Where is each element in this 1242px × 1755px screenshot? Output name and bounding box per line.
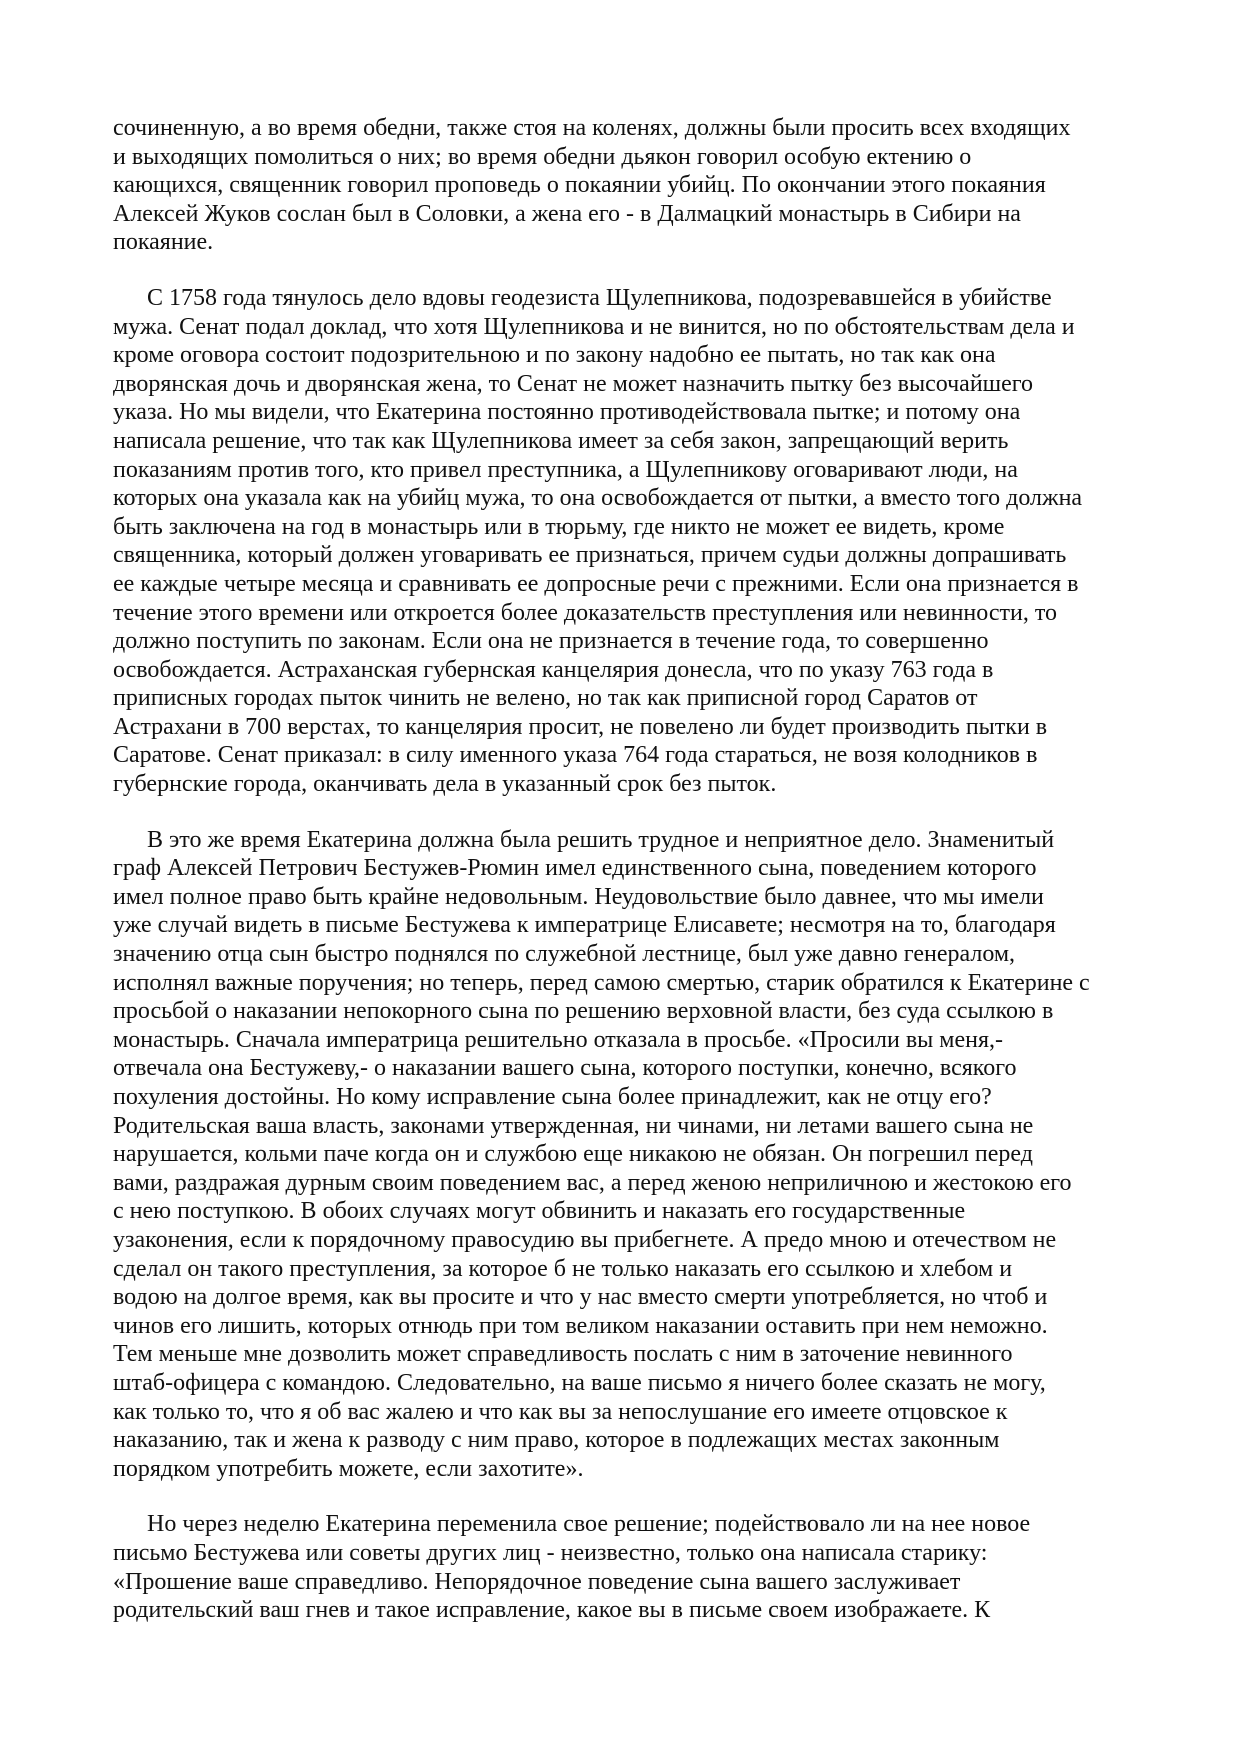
text-line: освобождается. Астраханская губернская канцелярия донесла, что по указу 763 года в — [113, 656, 994, 683]
text-line: с нею поступкою. В обоих случаях могут обвинить и наказать его государственные — [113, 1198, 966, 1225]
document-text — [113, 114, 1143, 1652]
text-line: Алексей Жуков сослан был в Соловки, а жена его - в Далмацкий монастырь в Сибири на — [113, 200, 1021, 227]
text-line: граф Алексей Петрович Бестужев-Рюмин имел единственного сына, поведением которого — [113, 855, 1037, 882]
text-line: сочиненную, а во время обедни, также стоя на коленях, должны были просить всех входящих — [113, 115, 1071, 141]
text-line: узаконения, если к порядочному правосудию вы прибегнете. А предо мною и отечеством не — [113, 1226, 1057, 1253]
text-line: С 1758 года тянулось дело вдовы геодезиста Щулепникова, подозревавшейся в убийстве — [147, 284, 1052, 311]
text-line: имел полное право быть крайне недовольным. Неудовольствие было давнее, что мы имели — [113, 883, 1044, 910]
text-line: быть заключена на год в монастырь или в тюрьму, где никто не может ее видеть, кроме — [113, 513, 1005, 540]
text-line: похуления достойны. Но кому исправление сына более принадлежит, как не отцу его? — [113, 1084, 992, 1110]
text-line: родительский ваш гнев и такое исправление, какое вы в письме своем изображаете. К — [113, 1597, 991, 1624]
text-line: кающихся, священник говорил проповедь о покаянии убийц. По окончании этого покаяния — [113, 172, 1046, 199]
text-line: просьбой о наказании непокорного сына по решению верховной власти, без суда ссылкою в — [113, 998, 1054, 1025]
text-line: вами, раздражая дурным своим поведением вас, а перед женою неприличною и жестокою его — [113, 1169, 1072, 1196]
text-line: указа. Но мы видели, что Екатерина постоянно противодействовала пытке; и потому она — [113, 399, 1021, 426]
text-line: сделал он такого преступления, за которое б не только наказать его ссылкою и хлебом и — [113, 1255, 1013, 1282]
text-line: отвечала она Бестужеву,- о наказании вашего сына, которого поступки, конечно, всякого — [113, 1055, 1017, 1082]
text-line: Тем меньше мне дозволить может справедливость послать с ним в заточение невинного — [113, 1341, 1013, 1368]
paragraph-4 — [113, 1510, 1143, 1624]
text-line: священника, который должен уговаривать ее признаться, причем судьи должны допрашивать — [113, 542, 1067, 569]
text-line: как только то, что я об вас жалею и что как вы за непослушание его имеете отцовское к — [113, 1398, 1008, 1425]
text-line: мужа. Сенат подал доклад, что хотя Щулепникова и не винится, но по обстоятельствам дела и — [113, 313, 1075, 340]
paragraph-1 — [113, 114, 1143, 257]
text-line: монастырь. Сначала императрица решительно отказала в просьбе. «Просили вы меня,- — [113, 1026, 1003, 1053]
text-line: и выходящих помолиться о них; во время обедни дьякон говорил особую ектению о — [113, 143, 972, 170]
text-line: водою на долгое время, как вы просите и что у нас вместо смерти употребляется, но чтоб и — [113, 1284, 1048, 1311]
text-line: исполнял важные поручения; но теперь, перед самою смертью, старик обратился к Екатерине с — [113, 969, 1090, 996]
text-line: ее каждые четыре месяца и сравнивать ее допросные речи с прежними. Если она признается в — [113, 570, 1079, 597]
text-line: приписных городах пыток чинить не велено, но так как приписной город Саратов от — [113, 685, 978, 712]
paragraph-3 — [113, 826, 1143, 1484]
text-line: порядком употребить можете, если захотите». — [113, 1455, 584, 1482]
text-line: Саратове. Сенат приказал: в силу именного указа 764 года стараться, не возя колодников в — [113, 742, 1038, 769]
text-line: дворянская дочь и дворянская жена, то Сенат не может назначить пытку без высочайшего — [113, 370, 1034, 397]
text-line: Но через неделю Екатерина переменила свое решение; подействовало ли на нее новое — [147, 1511, 1031, 1538]
text-line: нарушается, кольми паче когда он и службою еще никакою не обязан. Он погрешил перед — [113, 1141, 1033, 1168]
text-line: В это же время Екатерина должна была решить трудное и неприятное дело. Знаменитый — [147, 826, 1055, 853]
text-line: наказанию, так и жена к разводу с ним право, которое в подлежащих местах законным — [113, 1427, 1000, 1454]
text-line: показаниям против того, кто привел преступника, а Щулепникову оговаривают люди, на — [113, 456, 1018, 483]
text-line: штаб-офицера с командою. Следовательно, на ваше письмо я ничего более сказать не могу, — [113, 1369, 1046, 1396]
text-line: которых она указала как на убийц мужа, то она освобождается от пытки, а вместо того должна — [113, 485, 1083, 512]
text-line: значению отца сын быстро поднялся по служебной лестнице, был уже давно генералом, — [113, 941, 1016, 968]
text-line: должно поступить по законам. Если она не признается в течение года, то совершенно — [113, 628, 989, 655]
text-line: письмо Бестужева или советы других лиц - неизвестно, только она написала старику: — [113, 1539, 988, 1566]
text-line: чинов его лишить, которых отнюдь при том великом наказании оставить при нем неможно. — [113, 1312, 1048, 1339]
paragraph-2 — [113, 284, 1143, 799]
text-line: «Прошение ваше справедливо. Непорядочное поведение сына вашего заслуживает — [113, 1568, 961, 1595]
text-line: написала решение, что так как Щулепникова имеет за себя закон, запрещающий верить — [113, 427, 1009, 454]
text-line: течение этого времени или откроется более доказательств преступления или невинности, то — [113, 599, 1058, 626]
text-line: кроме оговора состоит подозрительною и по закону надобно ее пытать, но так как она — [113, 342, 996, 369]
text-line: Астрахани в 700 верстах, то канцелярия просит, не повелено ли будет производить пытки в — [113, 713, 1048, 740]
text-line: уже случай видеть в письме Бестужева к императрице Елисавете; несмотря на то, благодаря — [113, 912, 1056, 939]
text-line: губернские города, оканчивать дела в указанный срок без пыток. — [113, 771, 777, 798]
text-line: Родительская ваша власть, законами утвержденная, ни чинами, ни летами вашего сына не — [113, 1112, 1034, 1139]
text-line: покаяние. — [113, 229, 214, 256]
